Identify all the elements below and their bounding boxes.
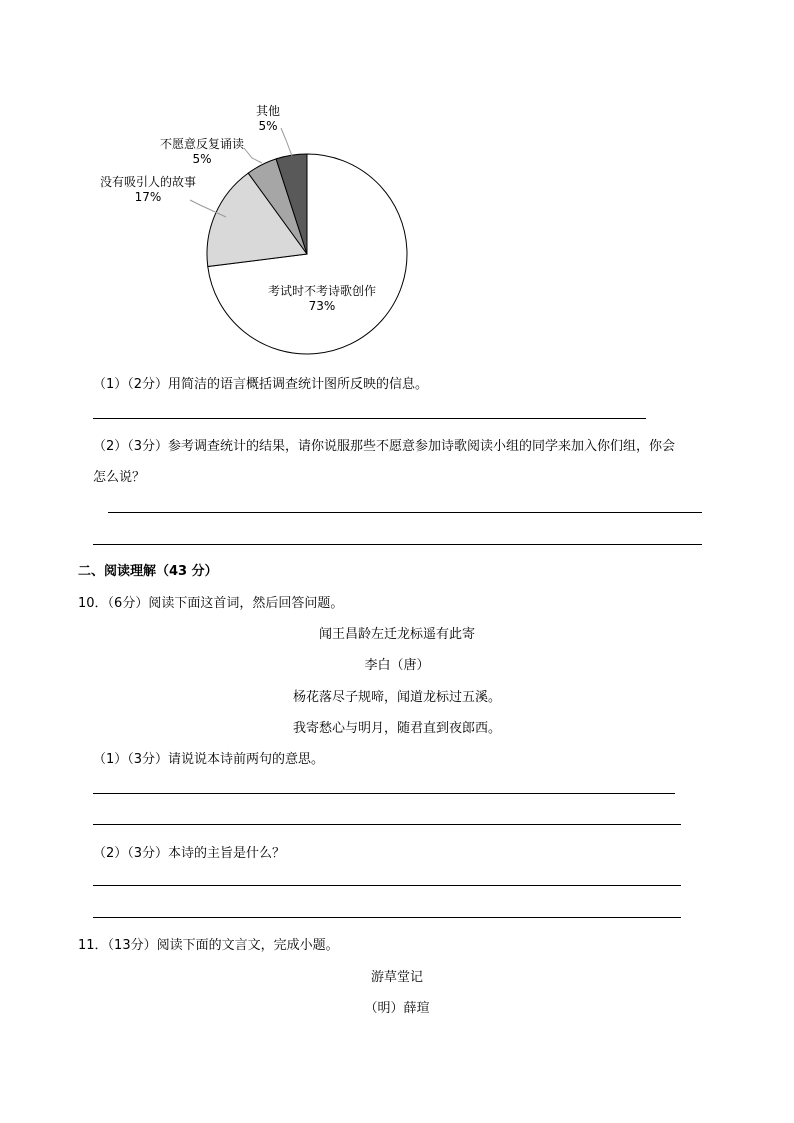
leader-line-no-repeat — [244, 148, 262, 163]
answer-line[interactable] — [93, 917, 681, 918]
text-title: 游草堂记 — [370, 970, 423, 985]
slice-label-no-story: 没有吸引人的故事 — [99, 175, 197, 189]
q9-sub2-line2: 怎么说？ — [93, 470, 146, 485]
slice-label-other: 其他 — [255, 104, 281, 118]
q10-sub1: （1）（3分）请说说本诗前两句的意思。 — [93, 752, 325, 767]
slice-value-no-story: 17% — [134, 190, 162, 204]
poem-line: 杨花落尽子规啼，闻道龙标过五溪。 — [292, 690, 501, 705]
slice-value-no-repeat: 5% — [192, 152, 212, 166]
q9-sub1: （1）（2分）用简洁的语言概括调查统计图所反映的信息。 — [93, 377, 429, 392]
slice-value-other: 5% — [258, 119, 278, 133]
answer-line[interactable] — [93, 885, 681, 886]
answer-line[interactable] — [93, 544, 702, 545]
answer-line[interactable] — [93, 793, 675, 794]
leader-line-other — [281, 128, 292, 156]
slice-value-exam: 73% — [308, 299, 336, 313]
answer-line[interactable] — [108, 512, 702, 513]
section-heading: 二、阅读理解（43 分） — [78, 564, 218, 579]
poem-line: 我寄愁心与明月，随君直到夜郎西。 — [292, 721, 501, 736]
q9-sub2-line1: （2）（3分）参考调查统计的结果，请你说服那些不愿意参加诗歌阅读小组的同学来加入你们组，你会 — [93, 439, 676, 454]
q10-intro: 10．（6分）阅读下面这首词，然后回答问题。 — [78, 596, 344, 611]
pie-slices — [207, 154, 407, 354]
poem-author: 李白（唐） — [364, 658, 430, 673]
q11-intro: 11．（13分）阅读下面的文言文，完成小题。 — [78, 938, 339, 953]
slice-label-exam: 考试时不考诗歌创作 — [267, 284, 377, 298]
pie-chart — [0, 0, 794, 370]
answer-line[interactable] — [93, 418, 646, 419]
slice-label-no-repeat: 不愿意反复诵读 — [159, 137, 245, 151]
q10-sub2: （2）（3分）本诗的主旨是什么？ — [93, 846, 286, 861]
answer-line[interactable] — [93, 824, 681, 825]
text-author: （明）薛瑄 — [364, 1001, 430, 1016]
poem-title: 闻王昌龄左迁龙标遥有此寄 — [318, 627, 475, 642]
